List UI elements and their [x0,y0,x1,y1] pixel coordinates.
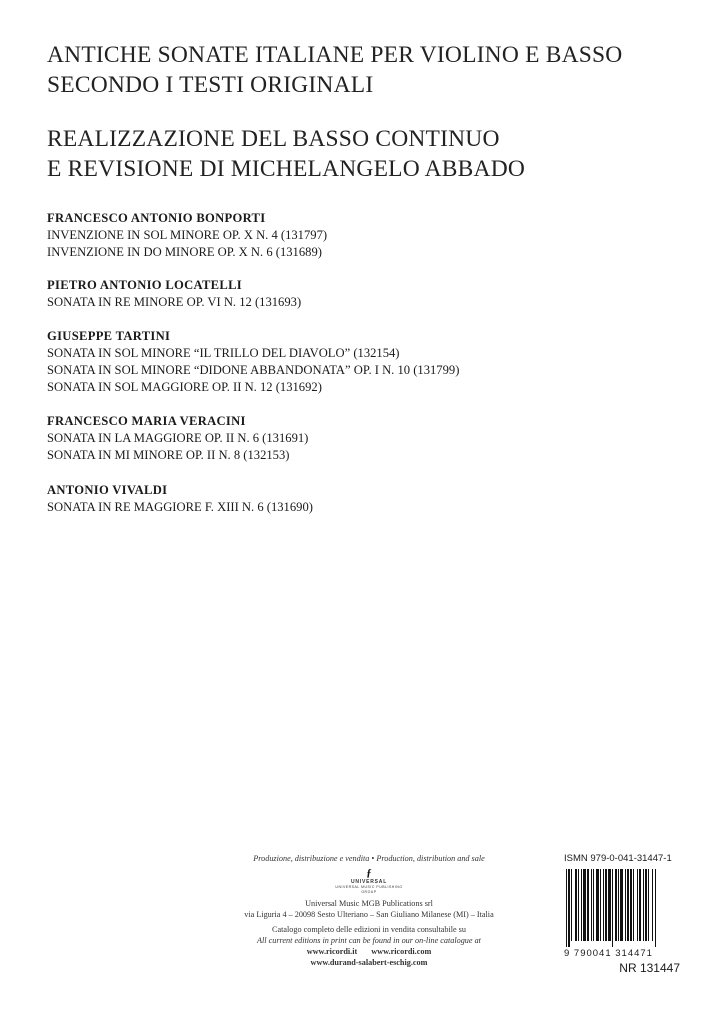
barcode-bar [645,869,647,941]
barcode-bar [571,869,572,941]
barcode-bar [612,869,613,947]
barcode-bar [587,869,589,941]
composer-block-bonporti [47,210,687,261]
barcode-bar [620,869,623,941]
barcode-bar [615,869,617,941]
url-row [206,946,532,957]
subtitle-line-2: E REVISIONE DI MICHELANGELO ABBADO [47,156,526,182]
composer-name: PIETRO ANTONIO LOCATELLI [47,278,242,292]
work-item: INVENZIONE IN DO MINORE OP. X N. 6 (131689) [47,245,322,259]
barcode-bar [593,869,594,941]
publisher-name: Universal Music MGB Publications srl [305,899,433,908]
main-title-line-1: ANTICHE SONATE ITALIANE PER VIOLINO E BASSO [47,42,623,68]
catalog-line-english: All current editions in print can be found in our on-line catalogue at [257,936,481,945]
catalog-line-italian: Catalogo completo delle edizioni in vendita consultabile su [272,925,466,934]
barcode-bar [643,869,644,941]
barcode-bar [581,869,582,941]
subtitle [47,124,707,184]
work-item: SONATA IN RE MINORE OP. VI N. 12 (131693) [47,295,302,309]
work-item: SONATA IN SOL MINORE “IL TRILLO DEL DIAVOLO” (132154) [47,346,400,360]
barcode-bar [596,869,599,941]
barcode-bar [608,869,611,941]
composer-block-locatelli [47,277,687,311]
barcode-bar [600,869,601,941]
composer-block-tartini [47,328,687,396]
barcode-bar [648,869,649,941]
barcode-bar [591,869,592,941]
work-item: SONATA IN RE MAGGIORE F. XIII N. 6 (131690) [47,500,313,514]
composer-name: GIUSEPPE TARTINI [47,329,171,343]
barcode-bar [639,869,641,941]
barcode-bar [627,869,629,941]
barcode-bar [652,869,653,941]
universal-logo-word: UNIVERSAL [350,879,388,885]
url-durand[interactable]: www.durand-salabert-eschig.com [310,958,428,967]
work-item: SONATA IN SOL MINORE “DIDONE ABBANDONATA” OP. I N. 10 (131799) [47,363,460,377]
universal-logo [329,868,409,895]
barcode-bar [618,869,619,941]
barcode-bar [578,869,579,941]
composer-name: FRANCESCO ANTONIO BONPORTI [47,211,266,225]
barcode-icon [564,869,686,947]
barcode-bar [630,869,632,941]
work-item: SONATA IN MI MINORE OP. II N. 8 (132153) [47,448,290,462]
distribution-line: Produzione, distribuzione e vendita • Production, distribution and sale [253,854,485,863]
composer-name: ANTONIO VIVALDI [47,483,168,497]
barcode-bar [566,869,567,947]
composer-block-veracini [47,413,687,464]
url-ricordi-com[interactable]: www.ricordi.com [371,947,432,956]
barcode-digits: 9 790041 314471 [564,948,653,959]
barcode-bar [575,869,577,941]
work-item: SONATA IN LA MAGGIORE OP. II N. 6 (131691) [47,431,309,445]
catalog-number: NR 131447 [619,961,680,975]
universal-logo-subtitle: UNIVERSAL MUSIC PUBLISHING GROUP [335,885,403,894]
work-item: INVENZIONE IN SOL MINORE OP. X N. 4 (131797) [47,228,328,242]
main-title [47,40,707,100]
barcode-area [564,853,686,975]
barcode-bar [633,869,634,941]
barcode-bar [603,869,604,941]
publisher-address: via Liguria 4 – 20098 Sesto Ulteriano – San Giuliano Milanese (MI) – Italia [244,910,494,919]
work-item: SONATA IN SOL MAGGIORE OP. II N. 12 (131692) [47,380,322,394]
barcode-bar [655,869,656,947]
publisher-footer [206,853,532,968]
barcode-bar [605,869,607,941]
url-ricordi-it[interactable]: www.ricordi.it [306,947,358,956]
main-title-line-2: SECONDO I TESTI ORIGINALI [47,72,374,98]
universal-logo-icon: ƒ [366,867,372,879]
barcode-bar [637,869,638,941]
barcode-bar [625,869,626,941]
barcode-bar [568,869,570,947]
barcode-bar [583,869,586,941]
subtitle-line-1: REALIZZAZIONE DEL BASSO CONTINUO [47,126,500,152]
composer-block-vivaldi [47,482,687,516]
composer-name: FRANCESCO MARIA VERACINI [47,414,246,428]
ismn-label: ISMN 979-0-041-31447-1 [564,853,672,864]
